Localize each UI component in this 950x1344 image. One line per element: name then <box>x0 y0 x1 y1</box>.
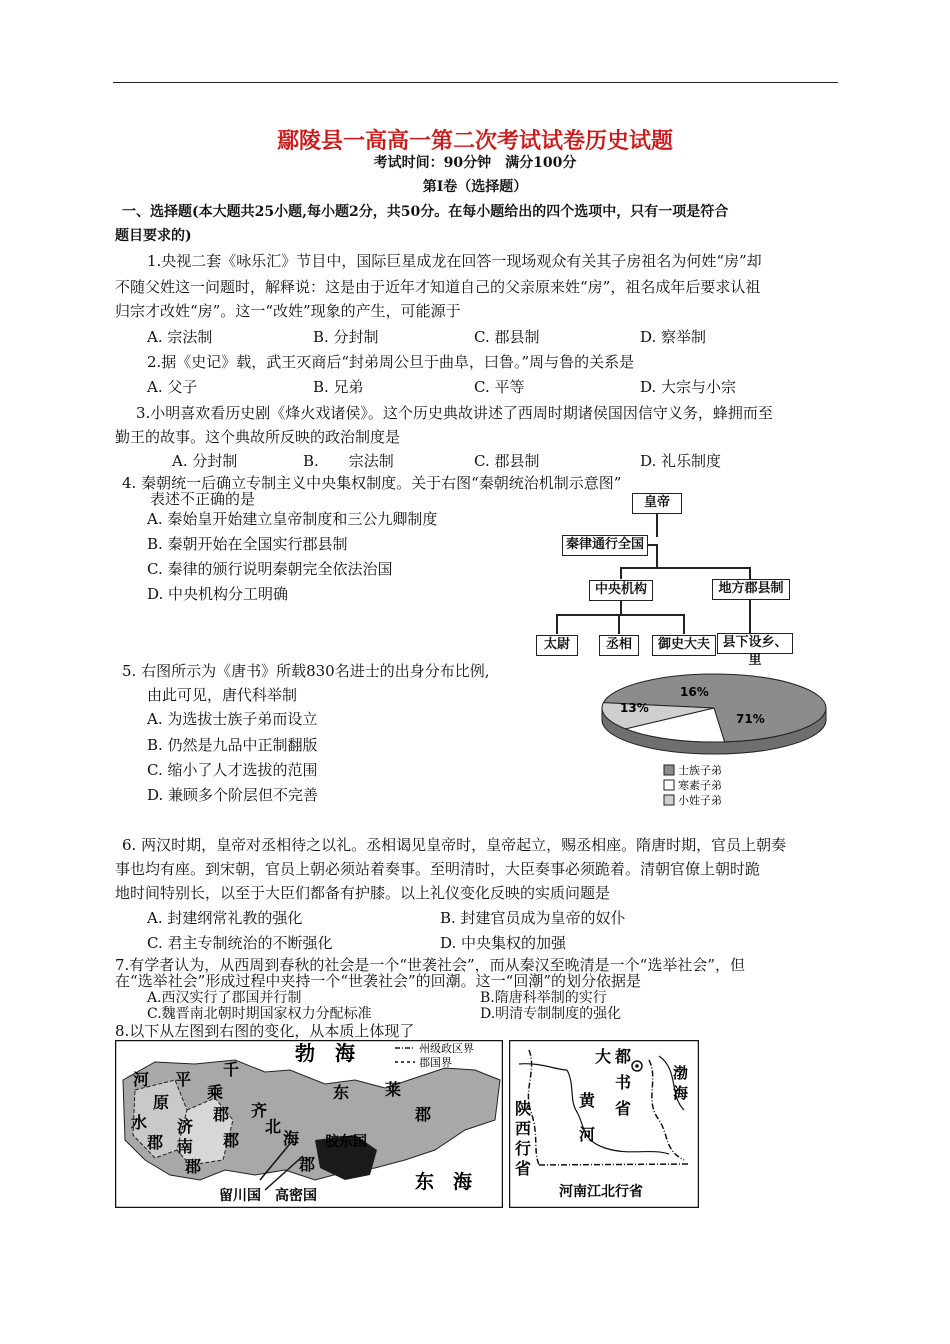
map-label-he: 河 <box>579 1125 596 1144</box>
q2-option-d: D. 大宗与小宗 <box>640 378 737 396</box>
q3-option-d: D. 礼乐制度 <box>640 452 722 470</box>
map-label-du: 都 <box>615 1047 632 1066</box>
page-title: 鄢陵县一高高一第二次考试试卷历史试题 <box>276 128 673 154</box>
map-label-jun3: 郡 <box>185 1157 202 1176</box>
q5-line1: 5. 右图所示为《唐书》所载830名进士的出身分布比例, <box>122 662 490 680</box>
q6-option-c: C. 君主专制统治的不断强化 <box>147 934 333 952</box>
volume-title: 第Ⅰ卷（选择题） <box>422 179 528 195</box>
q4-line2: 表述不正确的是 <box>150 490 256 508</box>
connector-line <box>618 614 620 634</box>
q2-line1: 2.据《史记》载，武王灭商后“封弟周公旦于曲阜，曰鲁。”周与鲁的关系是 <box>147 353 635 371</box>
map-label-qi: 齐 <box>251 1101 268 1120</box>
q4-option-a: A. 秦始皇开始建立皇帝制度和三公九卿制度 <box>147 510 438 528</box>
law-box: 秦律通行全国 <box>562 535 648 556</box>
map-label-jun2: 郡 <box>213 1105 230 1124</box>
local-system-box: 地方郡县制 <box>712 579 790 600</box>
pie-label-xiaoxing: 13% <box>620 701 649 715</box>
q8-line1: 8.以下从左图到右图的变化，从本质上体现了 <box>115 1022 415 1040</box>
top-rule <box>113 82 838 83</box>
jinshi-origin-pie-chart <box>590 670 840 820</box>
legend-item-hansu: 寒素子弟 <box>678 779 722 792</box>
connector-line <box>620 567 750 569</box>
map-label-jun: 郡 <box>147 1133 164 1152</box>
q4-option-d: D. 中央机构分工明确 <box>147 585 289 603</box>
q1-option-d: D. 察举制 <box>640 328 707 346</box>
q1-option-a: A. 宗法制 <box>147 328 213 346</box>
legend-swatch-xiaoxing <box>664 795 674 805</box>
q4-line1: 4. 秦朝统一后确立专制主义中央集权制度。关于右图“秦朝统治机制示意图” <box>122 474 622 492</box>
q3-option-b: B. 宗法制 <box>303 452 394 470</box>
map-label-haih: 海 <box>673 1084 689 1102</box>
map-label-jun5: 郡 <box>299 1155 316 1174</box>
q7-option-d: D.明清专制制度的强化 <box>480 1006 622 1022</box>
q1-option-c: C. 郡县制 <box>474 328 540 346</box>
q1-option-b: B. 分封制 <box>313 328 379 346</box>
exam-info: 考试时间：90分钟 满分100分 <box>373 155 577 171</box>
connector-line <box>620 567 622 579</box>
connector-line <box>749 599 751 634</box>
chengxiang-box: 丞相 <box>599 635 639 656</box>
legend-state-boundary: 州级政区界 <box>419 1042 474 1055</box>
q3-line1: 3.小明喜欢看历史剧《烽火戏诸侯》。这个历史典故讲述了西周时期诸侯国因信守义务，蜂拥而至 <box>136 404 773 422</box>
q2-option-a: A. 父子 <box>147 378 198 396</box>
pie-legend <box>664 763 722 807</box>
county-box: 县下设乡、里 <box>717 633 793 654</box>
q7-option-c: C.魏晋南北朝时期国家权力分配标准 <box>147 1006 372 1022</box>
q6-option-a: A. 封建纲常礼教的强化 <box>147 909 303 927</box>
map-label-bo: 渤 <box>673 1064 689 1082</box>
map-label-sheng: 省 <box>615 1099 632 1118</box>
legend-commandery-boundary: 郡国界 <box>419 1056 452 1069</box>
q5-option-a: A. 为选拔士族子弟而设立 <box>147 710 318 728</box>
connector-line <box>656 513 658 537</box>
map-label-qian: 千 <box>223 1060 240 1079</box>
q1-line3: 归宗才改姓“房”。这一“改姓”现象的产生，可能源于 <box>115 302 461 320</box>
connector-line <box>647 544 656 546</box>
section-instructions-2: 题目要求的) <box>115 228 192 244</box>
q6-line1: 6. 两汉时期，皇帝对丞相待之以礼。丞相谒见皇帝时，皇帝起立，赐丞相座。隋唐时期，官员上朝奏 <box>122 836 787 854</box>
q1-line1: 1.央视二套《咏乐汇》节目中，国际巨星成龙在回答一现场观众有关其子房祖名为何姓“房”却 <box>147 252 762 270</box>
map-label-da: 大 <box>595 1047 612 1066</box>
q5-line2: 由此可见，唐代科举制 <box>147 686 298 704</box>
map-label-shu: 书 <box>615 1073 632 1092</box>
connector-line <box>620 599 622 614</box>
map-label-jun6: 郡 <box>415 1105 432 1124</box>
q6-option-d: D. 中央集权的加强 <box>440 934 567 952</box>
emperor-box: 皇帝 <box>632 493 682 514</box>
q7-line1: 7.有学者认为，从西周到春秋的社会是一个“世袭社会”，而从秦汉至晚清是一个“选举社会”，但 <box>115 956 745 974</box>
map-label-gaomi: 高密国 <box>275 1188 317 1204</box>
connector-line <box>656 544 658 568</box>
pie-label-shizu: 71% <box>736 712 765 726</box>
pie-label-hansu: 16% <box>680 685 709 699</box>
legend-item-xiaoxing: 小姓子弟 <box>678 794 722 807</box>
connector-line <box>749 567 751 579</box>
yushi-box: 御史大夫 <box>652 635 716 656</box>
map-label-dong: 东 <box>333 1083 350 1102</box>
han-commandery-map <box>115 1040 503 1208</box>
map-label-donghai: 东 海 <box>415 1171 473 1193</box>
q7-line2: 在“选举社会”形成过程中夹持一个“世袭社会”的回潮。这一“回潮”的划分依据是 <box>115 972 642 990</box>
map-label-he: 河 <box>133 1070 150 1089</box>
q6-option-b: B. 封建官员成为皇帝的奴仆 <box>440 909 626 927</box>
legend-item-shizu: 士族子弟 <box>678 764 722 777</box>
map-label-yuan: 原 <box>153 1093 170 1112</box>
map-label-shan: 陕 <box>515 1099 532 1118</box>
q2-option-c: C. 平等 <box>474 378 525 396</box>
map-label-henan: 河南江北行省 <box>559 1184 643 1200</box>
map-label-lai: 莱 <box>385 1080 402 1099</box>
q5-option-b: B. 仍然是九品中正制翻版 <box>147 736 318 754</box>
q5-option-c: C. 缩小了人才选拔的范围 <box>147 761 318 779</box>
map-label-jun4: 郡 <box>223 1131 240 1150</box>
legend-swatch-shizu <box>664 765 674 775</box>
map-label-bei: 北 <box>265 1117 282 1136</box>
q3-option-a: A. 分封制 <box>172 452 238 470</box>
q6-line3: 地时间特别长，以至于大臣们都备有护膝。以上礼仪变化反映的实质问题是 <box>115 884 611 902</box>
map-label-shui: 水 <box>131 1113 148 1132</box>
q4-option-c: C. 秦律的颁行说明秦朝完全依法治国 <box>147 560 393 578</box>
q5-option-d: D. 兼顾多个阶层但不完善 <box>147 786 319 804</box>
map-label-sheng2: 省 <box>515 1159 532 1178</box>
q1-line2: 不随父姓这一问题时，解释说：这是由于近年才知道自己的父亲原来姓“房”，祖名成年后要求认祖 <box>115 278 761 296</box>
section-instructions-1: 一、选择题(本大题共25小题,每小题2分，共50分。在每小题给出的四个选项中，只有一项是符合 <box>122 204 729 220</box>
q3-line2: 勤王的故事。这个典故所反映的政治制度是 <box>115 428 401 446</box>
map-label-jiaodong: 胶东国 <box>325 1134 367 1150</box>
yuan-province-map <box>509 1040 699 1208</box>
q7-option-b: B.隋唐科举制的实行 <box>480 990 607 1006</box>
connector-line <box>556 614 558 634</box>
taiwei-box: 太尉 <box>536 635 578 656</box>
map-label-bohai: 勃 海 <box>295 1041 355 1065</box>
q6-line2: 事也均有座。到宋朝，官员上朝必须站着奏事。至明清时，大臣奏事必须跪着。清朝官僚上朝时跪 <box>115 860 761 878</box>
map-label-jinan-nan: 南 <box>177 1137 194 1156</box>
map-label-xing: 行 <box>515 1139 532 1158</box>
connector-line <box>556 614 684 616</box>
map-label-hai: 海 <box>283 1129 300 1148</box>
legend-swatch-hansu <box>664 780 674 790</box>
connector-line <box>683 614 685 634</box>
map-label-jinan-ji: 济 <box>177 1117 194 1136</box>
map-label-xi: 西 <box>515 1119 532 1138</box>
central-agency-box: 中央机构 <box>589 580 653 601</box>
q7-option-a: A.西汉实行了郡国并行制 <box>147 990 302 1006</box>
map-label-zichuan: 留川国 <box>219 1188 261 1204</box>
q3-option-c: C. 郡县制 <box>474 452 540 470</box>
map-label-huang: 黄 <box>579 1091 596 1110</box>
map-label-ping: 平 <box>175 1070 192 1089</box>
q2-option-b: B. 兄弟 <box>313 378 364 396</box>
q4-option-b: B. 秦朝开始在全国实行郡县制 <box>147 535 348 553</box>
map-label-sheng: 乘 <box>207 1083 224 1102</box>
